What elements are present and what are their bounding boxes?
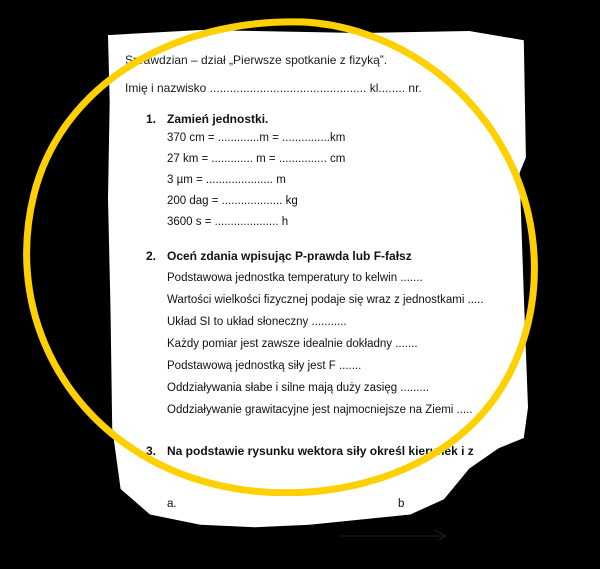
name-field-line xyxy=(125,81,422,96)
task-2-line-7: Oddziaływanie grawitacyjne jest najmocniejsze na Ziemi ..... xyxy=(167,404,473,416)
figure-label-a: a. xyxy=(167,498,177,510)
task-2-line-3: Układ SI to układ słoneczny ........... xyxy=(167,316,347,328)
task-2-line-2: Wartości wielkości fizycznej podaje się wraz z jednostkami ..... xyxy=(167,294,484,306)
task-1-line-2: 27 km = ............. m = ............... cm xyxy=(167,153,346,165)
task-1-line-1: 370 cm = .............m = ...............km xyxy=(167,132,346,144)
task-2-line-4: Każdy pomiar jest zawsze idealnie dokładny ....... xyxy=(167,338,418,350)
task-2-line-1: Podstawowa jednostka temperatury to kelwin ....... xyxy=(167,272,423,284)
task-3-number: 3. xyxy=(146,444,157,458)
task-1-number: 1. xyxy=(146,112,157,126)
force-vector-arrow-icon xyxy=(338,525,458,540)
task-1-heading: Zamień jednostki. xyxy=(167,112,269,126)
task-2-line-5: Podstawową jednostką siły jest F ....... xyxy=(167,360,362,372)
task-2-line-6: Oddziaływania słabe i silne mają duży zasięg ......... xyxy=(167,382,430,394)
task-2-number: 2. xyxy=(146,249,157,263)
task-1-line-5: 3600 s = .................... h xyxy=(167,216,289,228)
document-title: Sprawdzian – dział „Pierwsze spotkanie z fizyką”. xyxy=(125,53,388,67)
name-field-tail: ........ nr. xyxy=(378,81,422,95)
task-1-line-3: 3 µm = ..................... m xyxy=(167,174,286,186)
task-2-heading: Oceń zdania wpisując P-prawda lub F-fałsz xyxy=(167,249,412,263)
document-content xyxy=(108,30,528,540)
figure-label-b: b xyxy=(398,498,405,510)
task-3-heading: Na podstawie rysunku wektora siły określ kierunek i z xyxy=(167,444,474,458)
name-field-label: Imię i nazwisko ............................................... kl xyxy=(125,81,379,95)
task-1-line-4: 200 dag = ................... kg xyxy=(167,195,298,207)
